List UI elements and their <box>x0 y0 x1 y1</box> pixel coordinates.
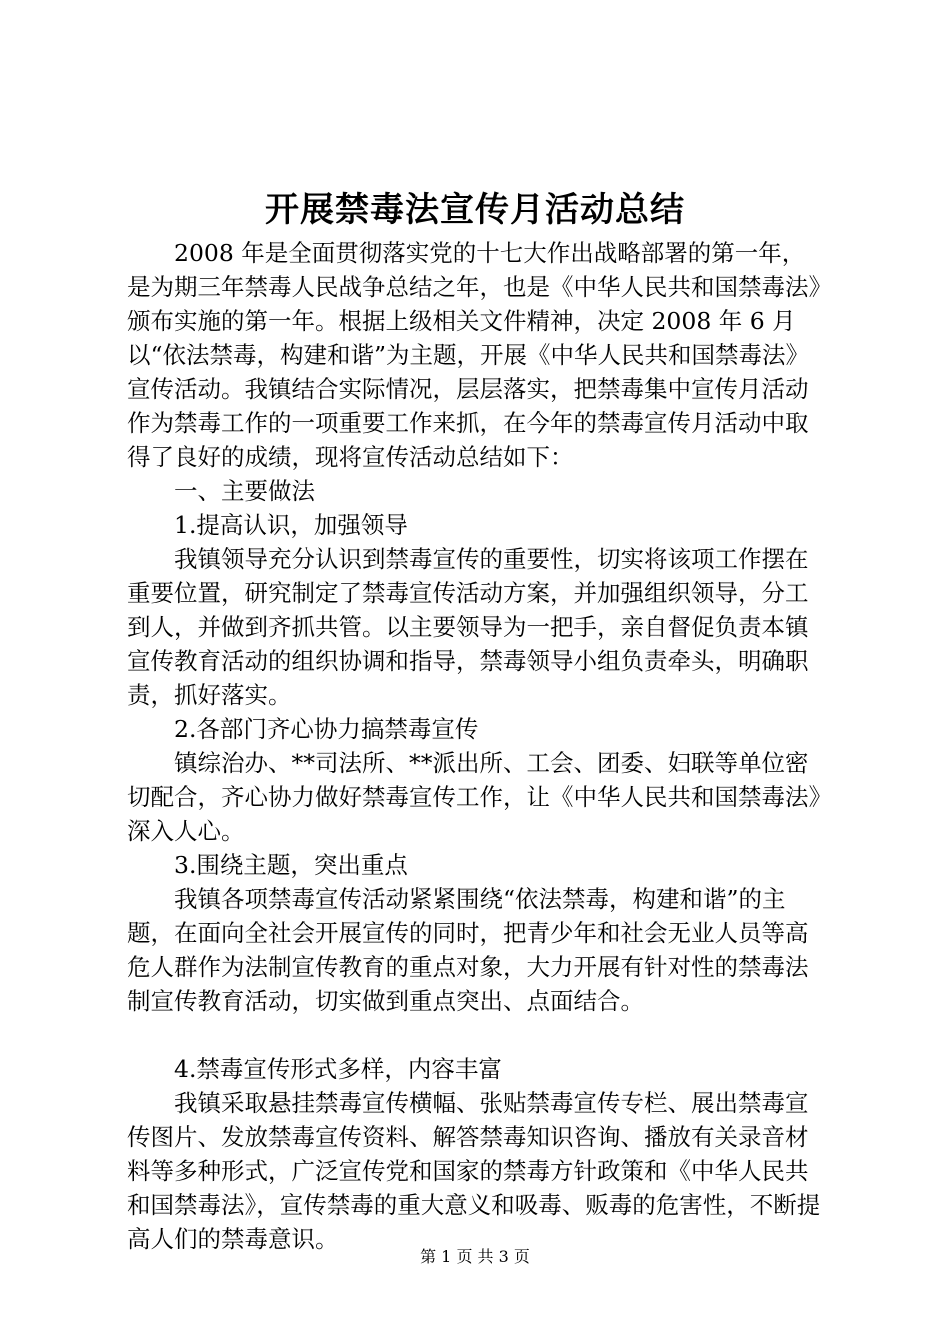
intro-paragraph: 2008 年是全面贯彻落实党的十七大作出战略部署的第一年，是为期三年禁毒人民战争总结之年，也是《中华人民共和国禁毒法》颁布实施的第一年。根据上级相关文件精神，决定 2008 年 6 月以“依法禁毒，构建和谐”为主题，开展《中华人民共和国禁毒法》宣传活动。我镇结合实际情况，层层落实，把禁毒集中宣传月活动作为禁毒工作的一项重要工作来抓，在今年的禁毒宣传月活动中取得了良好的成绩，现将宣传活动总结如下： <box>127 239 821 471</box>
paragraph-2: 镇综治办、**司法所、**派出所、工会、团委、妇联等单位密切配合，齐心协力做好禁毒宣传工作，让《中华人民共和国禁毒法》深入人心。 <box>127 749 821 845</box>
document-title: 开展禁毒法宣传月活动总结 <box>265 190 685 230</box>
subheading-2: 2.各部门齐心协力搞禁毒宣传 <box>174 715 479 743</box>
subheading-4: 4.禁毒宣传形式多样，内容丰富 <box>174 1055 502 1083</box>
page-footer: 第 1 页 共 3 页 <box>420 1247 530 1266</box>
paragraph-4: 我镇采取悬挂禁毒宣传横幅、张贴禁毒宣传专栏、展出禁毒宣传图片、发放禁毒宣传资料、解答禁毒知识咨询、播放有关录音材料等多种形式，广泛宣传党和国家的禁毒方针政策和《中华人民共和国禁毒法》，宣传禁毒的重大意义和吸毒、贩毒的危害性，不断提高人们的禁毒意识。 <box>127 1089 821 1253</box>
section-heading-main-methods: 一、主要做法 <box>174 477 315 505</box>
paragraph-spacer <box>127 1018 827 1052</box>
paragraph-1: 我镇领导充分认识到禁毒宣传的重要性，切实将该项工作摆在重要位置，研究制定了禁毒宣传活动方案，并加强组织领导，分工到人，并做到齐抓共管。以主要领导为一把手，亲自督促负责本镇宣传教育活动的组织协调和指导，禁毒领导小组负责牵头，明确职责，抓好落实。 <box>127 545 809 709</box>
subheading-3: 3.围绕主题，突出重点 <box>174 851 408 879</box>
paragraph-3: 我镇各项禁毒宣传活动紧紧围绕“依法禁毒，构建和谐”的主题，在面向全社会开展宣传的同时，把青少年和社会无业人员等高危人群作为法制宣传教育的重点对象，大力开展有针对性的禁毒法制宣传教育活动，切实做到重点突出、点面结合。 <box>127 885 809 1015</box>
subheading-1: 1.提高认识，加强领导 <box>174 511 408 539</box>
document-body <box>127 236 827 1256</box>
